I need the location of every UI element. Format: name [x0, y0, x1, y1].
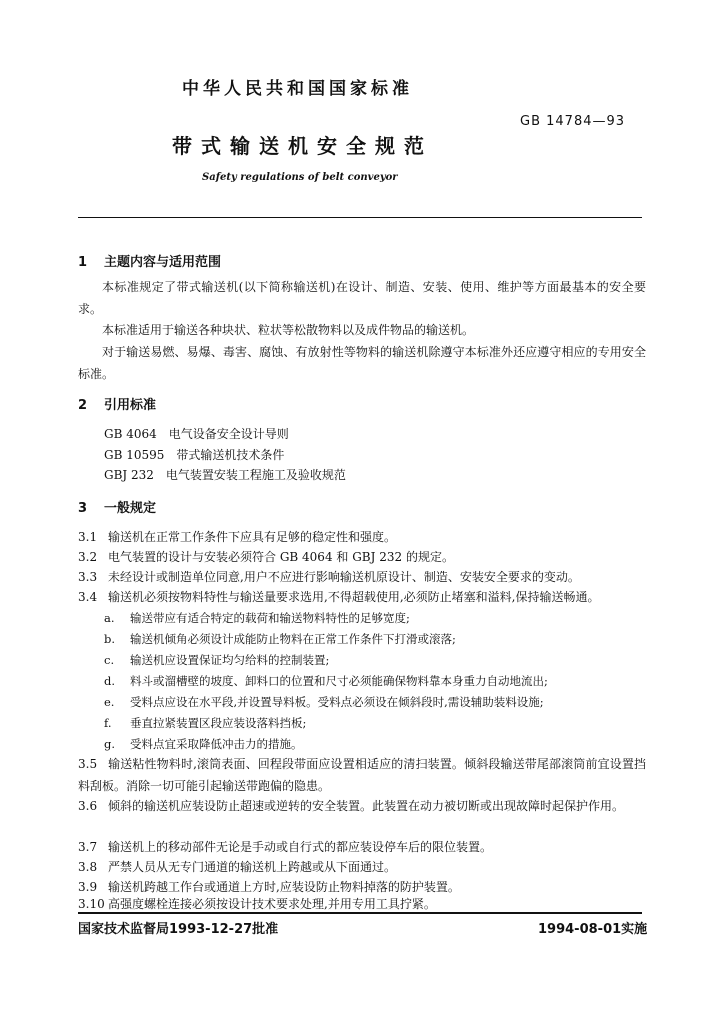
clause-3-4: 3.4 输送机必须按物料特性与输送量要求选用,不得超载使用,必须防止堵塞和溢料,保持输送畅通。 [78, 590, 600, 604]
standard-number: GB 14784—93 [520, 114, 626, 129]
clause-3-9: 3.9 输送机跨越工作台或通道上方时,应装设防止物料掉落的防护装置。 [78, 880, 460, 894]
footer-rule [78, 912, 642, 914]
list-item: f. 垂直拉紧装置区段应装设落料挡板; [104, 716, 307, 730]
document-title-english: Safety regulations of belt conveyor [202, 172, 398, 183]
section-number: 3 [78, 501, 88, 516]
implementation-date: 1994-08-01实施 [538, 922, 648, 937]
paragraph: 对于输送易燃、易爆、毒害、腐蚀、有放射性等物料的输送机除遵守本标准外还应遵守相应的专用安全标准。 [78, 345, 646, 381]
paragraph: 本标准适用于输送各种块状、粒状等松散物料以及成件物品的输送机。 [102, 323, 475, 337]
clause-3-3: 3.3 未经设计或制造单位同意,用户不应进行影响输送机原设计、制造、安装安全要求的变动。 [78, 570, 580, 584]
clause-3-10: 3.10 高强度螺栓连接必须按设计技术要求处理,并用专用工具拧紧。 [78, 897, 436, 911]
section-1-heading [78, 251, 221, 270]
list-item: d. 料斗或溜槽壁的坡度、卸料口的位置和尺寸必须能确保物料靠本身重力自动地流出; [104, 674, 548, 688]
section-number: 2 [78, 398, 88, 413]
reference-item: GBJ 232 电气装置安装工程施工及验收规范 [104, 468, 346, 482]
list-item: a. 输送带应有适合特定的载荷和输送物料特性的足够宽度; [104, 611, 410, 625]
header-rule [78, 217, 642, 218]
clause-3-2: 3.2 电气装置的设计与安装必须符合 GB 4064 和 GBJ 232 的规定。 [78, 550, 454, 564]
approval-date: 国家技术监督局1993-12-27批准 [78, 922, 279, 937]
section-2-heading [78, 394, 156, 413]
clause-3-1: 3.1 输送机在正常工作条件下应具有足够的稳定性和强度。 [78, 530, 397, 544]
section-title: 引用标准 [104, 398, 157, 413]
list-item: b. 输送机倾角必须设计成能防止物料在正常工作条件下打滑或滚落; [104, 632, 456, 646]
document-title: 带式输送机安全规范 [172, 134, 433, 158]
list-item: e. 受料点应设在水平段,并设置导料板。受料点必须设在倾斜段时,需设辅助装料设施; [104, 695, 544, 709]
section-title: 主题内容与适用范围 [104, 255, 222, 270]
paragraph: 本标准规定了带式输送机(以下简称输送机)在设计、制造、安装、使用、维护等方面最基本的安全要求。 [78, 280, 646, 316]
section-title: 一般规定 [104, 501, 157, 516]
clause-3-8: 3.8 严禁人员从无专门通道的输送机上跨越或从下面通过。 [78, 860, 397, 874]
clause-3-6: 3.6 倾斜的输送机应装设防止超速或逆转的安全装置。此装置在动力被切断或出现故障时起保护作用。 [78, 799, 625, 813]
list-item: g. 受料点宜采取降低冲击力的措施。 [104, 737, 303, 751]
list-item: c. 输送机应设置保证均匀给料的控制装置; [104, 653, 330, 667]
reference-item: GB 10595 带式输送机技术条件 [104, 448, 285, 462]
clause-3-7: 3.7 输送机上的移动部件无论是手动或自行式的都应装设停车后的限位装置。 [78, 840, 493, 854]
section-number: 1 [78, 255, 88, 270]
reference-item: GB 4064 电气设备安全设计导则 [104, 427, 289, 441]
section-3-heading [78, 497, 156, 516]
national-standard-title: 中华人民共和国国家标准 [182, 79, 413, 99]
clause-3-5: 3.5 输送粘性物料时,滚筒表面、回程段带面应设置相适应的清扫装置。倾斜段输送带尾部滚筒前宜设置挡料刮板。消除一切可能引起输送带跑偏的隐患。 [78, 757, 646, 793]
